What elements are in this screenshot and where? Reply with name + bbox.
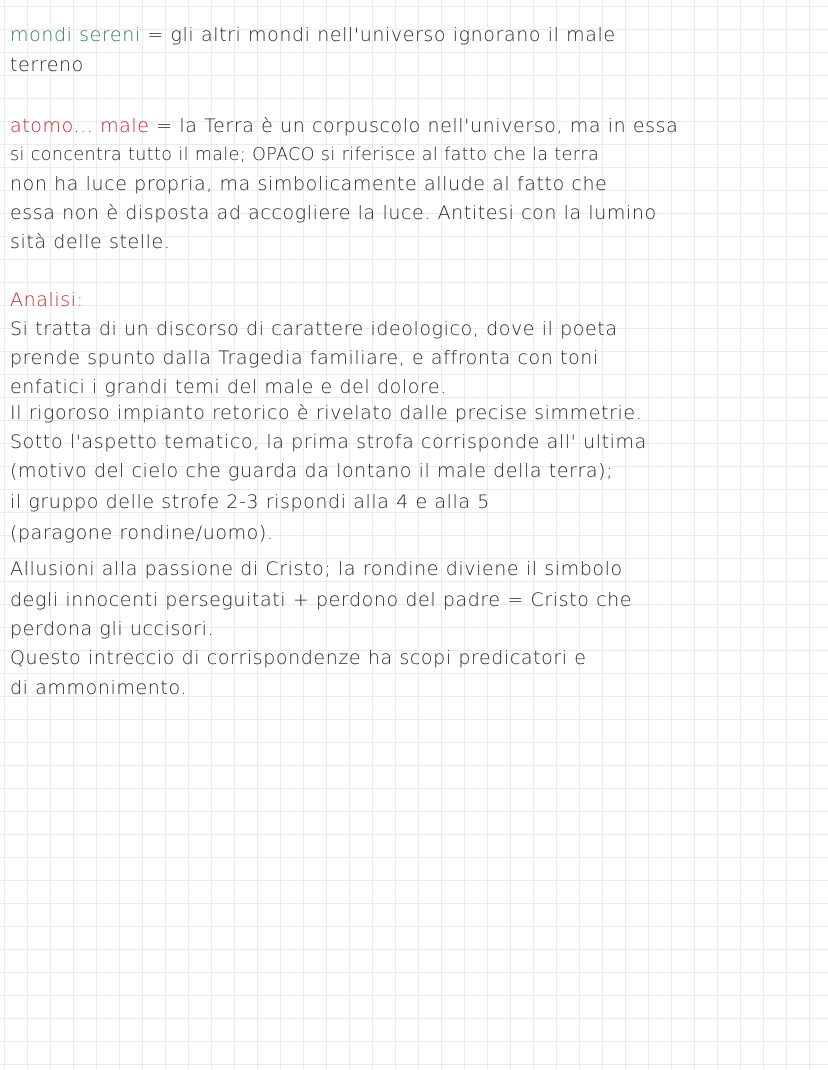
section3-line6: (motivo del cielo che guarda da lontano il male della terra);	[10, 460, 614, 482]
section2-line1	[10, 114, 678, 138]
section3-line1: Si tratta di un discorso di carattere ideologico, dove il poeta	[10, 318, 618, 340]
section3-line12: Questo intreccio di corrispondenze ha scopi predicatori e	[10, 647, 587, 669]
section3-line3: enfatici i grandi temi del male e del dolore.	[10, 376, 447, 398]
section2-line3: non ha luce propria, ma simbolicamente allude al fatto che	[10, 173, 608, 195]
section2-line5: sità delle stelle.	[10, 231, 171, 253]
section3-line4: Il rigoroso impianto retorico è rivelato dalle precise simmetrie.	[10, 402, 643, 424]
section3-title: Analisi:	[10, 289, 84, 311]
section1-title: mondi sereni	[10, 24, 141, 46]
section1-line2: terreno	[10, 54, 84, 76]
section3-line10: degli innocenti perseguitati + perdono del padre = Cristo che	[10, 589, 633, 611]
section3-line11: perdona gli uccisori.	[10, 618, 215, 640]
section3-line5: Sotto l'aspetto tematico, la prima strofa corrisponde all' ultima	[10, 431, 647, 453]
section2-title: atomo... male	[10, 115, 150, 137]
section2-line4: essa non è disposta ad accogliere la luce. Antitesi con la lumino	[10, 202, 657, 224]
section3-line9: Allusioni alla passione di Cristo; la rondine diviene il simbolo	[10, 558, 623, 580]
section2-line1-text: = la Terra è un corpuscolo nell'universo, ma in essa	[149, 115, 679, 137]
section3-line2: prende spunto dalla Tragedia familiare, e affronta con toni	[10, 347, 599, 369]
section1-line1	[10, 23, 616, 47]
section3-line8: (paragone rondine/uomo).	[10, 522, 274, 544]
section1-line1-text: = gli altri mondi nell'universo ignorano il male	[140, 24, 616, 46]
section2-line2: si concentra tutto il male; OPACO si riferisce al fatto che la terra	[10, 145, 600, 165]
section3-line13: di ammonimento.	[10, 677, 188, 699]
section3-line7: il gruppo delle strofe 2-3 rispondi alla 4 e alla 5	[10, 491, 490, 513]
